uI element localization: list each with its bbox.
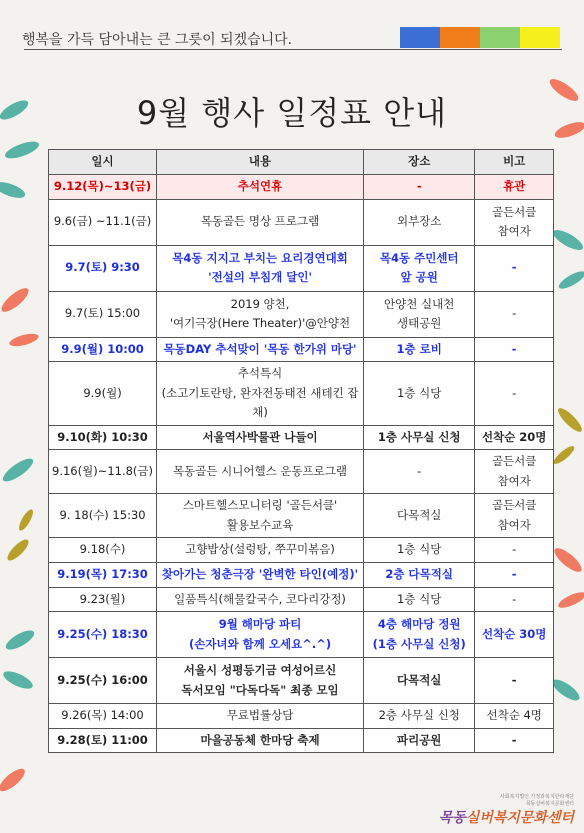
cell-date: 9.26(목) 14:00 (49, 704, 157, 729)
table-row (49, 538, 554, 563)
table-row (49, 175, 554, 200)
cell-place: 1층 식당 (364, 362, 475, 426)
cell-place: 안양천 실내천 생태공원 (364, 291, 475, 337)
cell-place: - (364, 175, 475, 200)
table-row (49, 612, 554, 658)
cell-note: - (475, 658, 554, 704)
cell-place: 다목적실 (364, 658, 475, 704)
table-row (49, 728, 554, 753)
cell-note: - (475, 728, 554, 753)
cell-content: 고향밥상(설렁탕, 쭈꾸미볶음) (157, 538, 364, 563)
cell-date: 9.7(토) 9:30 (49, 245, 157, 291)
cell-date: 9.28(토) 11:00 (49, 728, 157, 753)
table-row (49, 291, 554, 337)
logo-subtext-1: 사회복지법인 가정과복지한라재단 (499, 794, 574, 800)
table-row (49, 704, 554, 729)
logo-text-b: 실버복지문화센터 (465, 810, 574, 826)
cell-content: 서울시 성평등기금 여성어르신 독서모임 "다독다독" 최종 모임 (157, 658, 364, 704)
table-header-row (49, 150, 554, 175)
cell-content: 목동DAY 추석맞이 '목동 한가위 마당' (157, 337, 364, 362)
cell-date: 9.9(월) (49, 362, 157, 426)
cell-place: 4층 해마당 정원 (1층 사무실 신청) (364, 612, 475, 658)
cell-place: 1층 로비 (364, 337, 475, 362)
cell-place: - (364, 450, 475, 494)
cell-date: 9.25(수) 18:30 (49, 612, 157, 658)
cell-note: 휴관 (475, 175, 554, 200)
cell-place: 1층 사무실 신청 (364, 425, 475, 450)
cell-note: - (475, 362, 554, 426)
cell-content: 무료법률상담 (157, 704, 364, 729)
column-header-date: 일시 (49, 150, 157, 175)
table-row (49, 337, 554, 362)
color-block-yellow (520, 27, 560, 48)
color-block-green (480, 27, 520, 48)
cell-note: - (475, 291, 554, 337)
column-header-place: 장소 (364, 150, 475, 175)
cell-note: 선착순 20명 (475, 425, 554, 450)
table-row (49, 658, 554, 704)
cell-content: 9월 해마당 파티 (손자녀와 함께 오세요^.^) (157, 612, 364, 658)
cell-place: 2층 다목적실 (364, 563, 475, 588)
cell-place: 1층 식당 (364, 538, 475, 563)
cell-place: 1층 식당 (364, 587, 475, 612)
cell-place: 다목적실 (364, 494, 475, 538)
color-block-blue (400, 27, 440, 48)
column-header-content: 내용 (157, 150, 364, 175)
logo-subtext-2: 목동실버복지문화센터 (525, 800, 574, 807)
cell-date: 9.25(수) 16:00 (49, 658, 157, 704)
cell-content: 추석특식 (소고기토란탕, 완자전동태전 새테킨 잡채) (157, 362, 364, 426)
cell-note: - (475, 587, 554, 612)
cell-note: - (475, 245, 554, 291)
cell-note: - (475, 538, 554, 563)
center-logo (439, 794, 574, 827)
cell-note: 골든서클 참여자 (475, 494, 554, 538)
table-row (49, 450, 554, 494)
cell-note: 골든서클 참여자 (475, 450, 554, 494)
column-header-note: 비고 (475, 150, 554, 175)
cell-note: 골든서클 참여자 (475, 199, 554, 245)
cell-date: 9.16(월)~11.8(금) (49, 450, 157, 494)
cell-content: 2019 양천, '여기극장(Here Theater)'@안양천 (157, 291, 364, 337)
table-row (49, 494, 554, 538)
cell-content: 목동골든 시니어헬스 운동프로그램 (157, 450, 364, 494)
cell-content: 목동골든 명상 프로그램 (157, 199, 364, 245)
table-row (49, 362, 554, 426)
header-divider (24, 49, 562, 50)
table-row (49, 425, 554, 450)
cell-place: 파리공원 (364, 728, 475, 753)
cell-date: 9.9(월) 10:00 (49, 337, 157, 362)
cell-date: 9.19(목) 17:30 (49, 563, 157, 588)
cell-date: 9.6(금) ~11.1(금) (49, 199, 157, 245)
cell-content: 목4동 지지고 부치는 요리경연대회 '전설의 부침개 달인' (157, 245, 364, 291)
cell-date: 9.7(토) 15:00 (49, 291, 157, 337)
cell-content: 서울역사박물관 나들이 (157, 425, 364, 450)
cell-place: 목4동 주민센터 앞 공원 (364, 245, 475, 291)
cell-content: 추석연휴 (157, 175, 364, 200)
page-title: 9월 행사 일정표 안내 (136, 94, 448, 132)
cell-content: 일품특식(해물칼국수, 코다리강정) (157, 587, 364, 612)
cell-place: 2층 사무실 신청 (364, 704, 475, 729)
cell-note: 선착순 4명 (475, 704, 554, 729)
cell-content: 찾아가는 청춘극장 '완벽한 타인(예정)' (157, 563, 364, 588)
logo-text (439, 807, 574, 827)
cell-content: 마을공동체 한마당 축제 (157, 728, 364, 753)
table-row (49, 245, 554, 291)
cell-note: 선착순 30명 (475, 612, 554, 658)
cell-date: 9.18(수) (49, 538, 157, 563)
table-row (49, 199, 554, 245)
cell-date: 9.10(화) 10:30 (49, 425, 157, 450)
cell-content: 스마트헬스모니터링 '골든서클' 활용보수교육 (157, 494, 364, 538)
table-row (49, 587, 554, 612)
logo-text-a: 목동 (438, 810, 466, 826)
cell-place: 외부장소 (364, 199, 475, 245)
cell-note: - (475, 563, 554, 588)
cell-date: 9.12(목)~13(금) (49, 175, 157, 200)
cell-note: - (475, 337, 554, 362)
cell-date: 9. 18(수) 15:30 (49, 494, 157, 538)
color-block-orange (440, 27, 480, 48)
table-row (49, 563, 554, 588)
cell-date: 9.23(월) (49, 587, 157, 612)
schedule-table (48, 149, 554, 753)
motto-text: 행복을 가득 담아내는 큰 그릇이 되겠습니다. (22, 32, 293, 48)
